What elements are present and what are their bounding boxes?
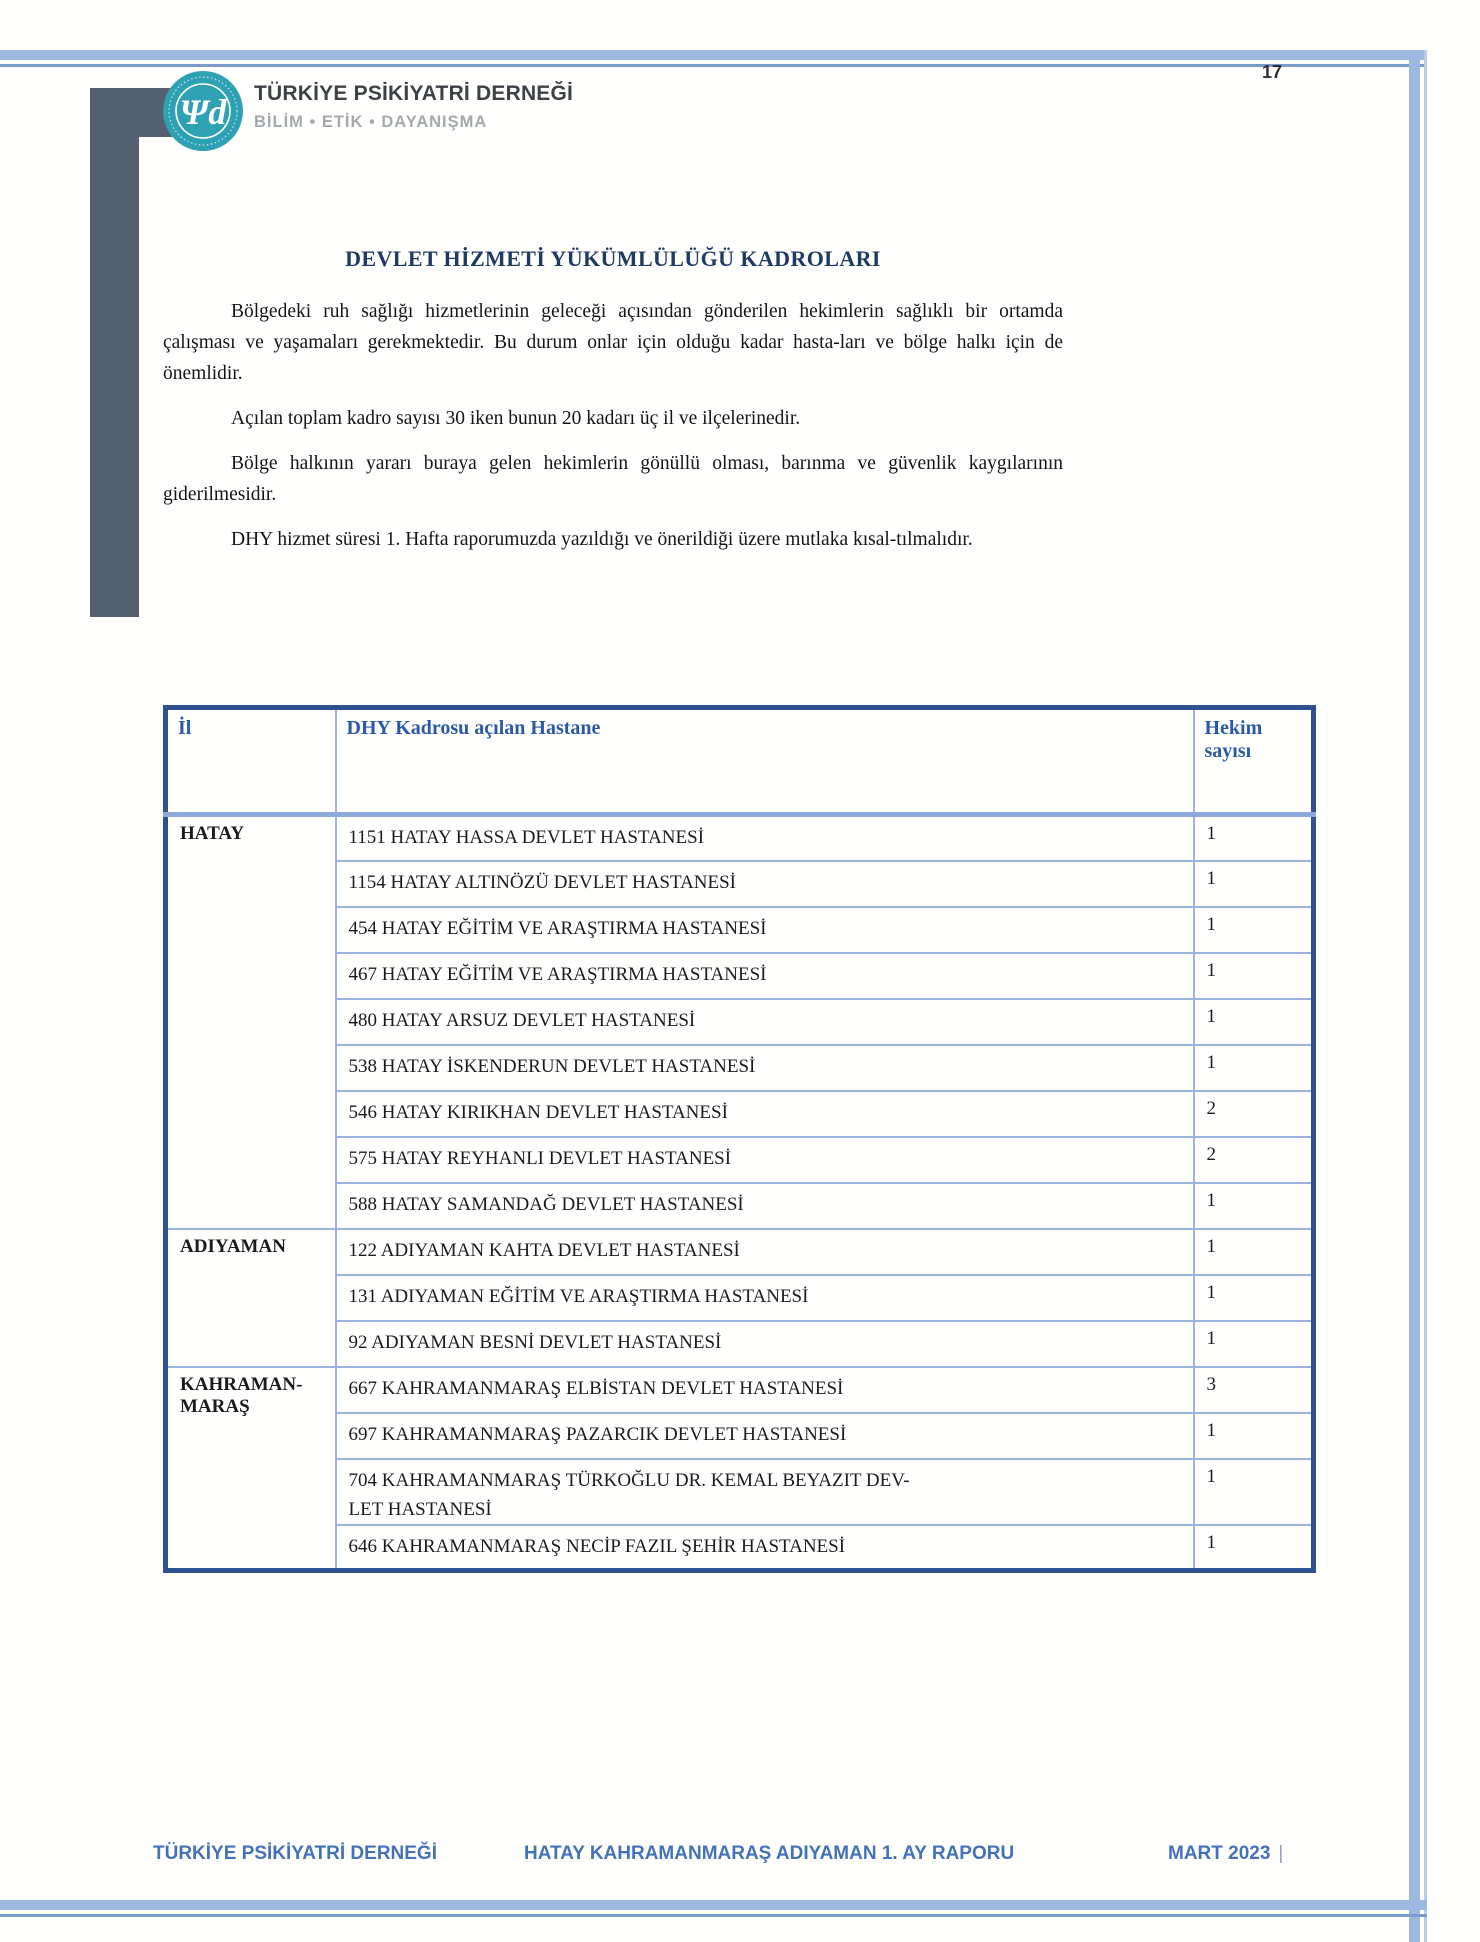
document-body	[163, 246, 1063, 569]
brand-block	[254, 82, 573, 132]
brand-title: TÜRKİYE PSİKİYATRİ DERNEĞİ	[254, 82, 574, 105]
table-row	[166, 1413, 1314, 1459]
paragraph: Bölgedeki ruh sağlığı hizmetlerinin geleceği açısından gönderilen hekimlerin sağlıklı bir ortamda çalışması ve yaşamaları gerekmektedir. Bu durum onlar için olduğu kadar hasta-ları ve bölge halkı için de önemlidir.	[163, 301, 1063, 384]
table-body	[166, 815, 1314, 1571]
il-cell: KAHRAMAN- MARAŞ	[166, 1367, 336, 1571]
table-row	[166, 815, 1314, 861]
table-row	[166, 1045, 1314, 1091]
hospital-cell: 546 HATAY KIRIKHAN DEVLET HASTANESİ	[336, 1091, 1194, 1137]
hekim-count-cell: 1	[1194, 907, 1314, 953]
paragraph: DHY hizmet süresi 1. Hafta raporumuzda yazıldığı ve önerildiği üzere mutlaka kısal-tılmalıdır.	[231, 529, 973, 550]
table-header-count: Hekim sayısı	[1194, 708, 1314, 815]
hekim-count-cell: 3	[1194, 1367, 1314, 1413]
table-row	[166, 1091, 1314, 1137]
hospital-cell: 575 HATAY REYHANLI DEVLET HASTANESİ	[336, 1137, 1194, 1183]
table-row	[166, 1321, 1314, 1367]
hekim-count-cell: 1	[1194, 953, 1314, 999]
hekim-count-cell: 1	[1194, 1229, 1314, 1275]
table-row	[166, 907, 1314, 953]
hospital-cell: 646 KAHRAMANMARAŞ NECİP FAZIL ŞEHİR HASTANESİ	[336, 1525, 1194, 1571]
footer-report-title: HATAY KAHRAMANMARAŞ ADIYAMAN 1. AY RAPORU	[524, 1843, 1015, 1864]
hospital-cell: 588 HATAY SAMANDAĞ DEVLET HASTANESİ	[336, 1183, 1194, 1229]
hekim-count-cell: 2	[1194, 1137, 1314, 1183]
table-header-hospital: DHY Kadrosu açılan Hastane	[336, 708, 1194, 815]
hekim-count-cell: 1	[1194, 999, 1314, 1045]
hekim-count-cell: 2	[1194, 1091, 1314, 1137]
hekim-count-cell: 1	[1194, 815, 1314, 861]
hospital-cell: 480 HATAY ARSUZ DEVLET HASTANESİ	[336, 999, 1194, 1045]
table-row	[166, 1137, 1314, 1183]
bottom-border-thick	[0, 1900, 1427, 1910]
paragraph: Bölge halkının yararı buraya gelen hekimlerin gönüllü olması, barınma ve güvenlik kaygılarının giderilmesidir.	[163, 453, 1063, 505]
table-row	[166, 1183, 1314, 1229]
table-row	[166, 1229, 1314, 1275]
table-row	[166, 1459, 1314, 1525]
paragraphs	[163, 296, 1063, 555]
hospital-cell: 131 ADIYAMAN EĞİTİM VE ARAŞTIRMA HASTANESİ	[336, 1275, 1194, 1321]
hekim-count-cell: 1	[1194, 861, 1314, 907]
hospital-cell: 697 KAHRAMANMARAŞ PAZARCIK DEVLET HASTANESİ	[336, 1413, 1194, 1459]
top-border-thick	[0, 50, 1427, 60]
il-cell: ADIYAMAN	[166, 1229, 336, 1367]
tpd-logo-icon	[162, 70, 244, 152]
table-row	[166, 953, 1314, 999]
hekim-count-cell: 1	[1194, 1275, 1314, 1321]
table-row	[166, 861, 1314, 907]
document-title: DEVLET HİZMETİ YÜKÜMLÜLÜĞÜ KADROLARI	[345, 246, 881, 271]
dhy-kadro-table	[163, 705, 1316, 1573]
hospital-cell: 467 HATAY EĞİTİM VE ARAŞTIRMA HASTANESİ	[336, 953, 1194, 999]
paragraph: Açılan toplam kadro sayısı 30 iken bunun 20 kadarı üç il ve ilçelerinedir.	[231, 408, 801, 429]
il-cell: HATAY	[166, 815, 336, 1229]
footer-date-text: MART 2023	[1168, 1843, 1271, 1864]
table-row	[166, 999, 1314, 1045]
bottom-border-thin	[0, 1914, 1427, 1917]
logo-glyph: Ψd	[179, 92, 227, 132]
hospital-cell: 667 KAHRAMANMARAŞ ELBİSTAN DEVLET HASTANESİ	[336, 1367, 1194, 1413]
hekim-count-cell: 1	[1194, 1459, 1314, 1525]
hekim-count-cell: 1	[1194, 1045, 1314, 1091]
footer-date	[1168, 1843, 1283, 1865]
left-accent-bar-vertical	[90, 88, 139, 617]
right-border-thin	[1424, 50, 1427, 1942]
hospital-cell: 1154 HATAY ALTINÖZÜ DEVLET HASTANESİ	[336, 861, 1194, 907]
hospital-cell: 538 HATAY İSKENDERUN DEVLET HASTANESİ	[336, 1045, 1194, 1091]
right-border-thick	[1409, 50, 1420, 1942]
hekim-count-cell: 1	[1194, 1321, 1314, 1367]
hospital-cell: 122 ADIYAMAN KAHTA DEVLET HASTANESİ	[336, 1229, 1194, 1275]
table-row	[166, 1367, 1314, 1413]
top-border-thin	[0, 64, 1427, 67]
footer-divider: |	[1278, 1843, 1284, 1864]
hospital-cell: 1151 HATAY HASSA DEVLET HASTANESİ	[336, 815, 1194, 861]
hospital-cell: 92 ADIYAMAN BESNİ DEVLET HASTANESİ	[336, 1321, 1194, 1367]
footer-org: TÜRKİYE PSİKİYATRİ DERNEĞİ	[153, 1843, 437, 1864]
hekim-count-cell: 1	[1194, 1525, 1314, 1571]
table-header-row	[166, 708, 1314, 815]
table-header-il: İl	[166, 708, 336, 815]
page-number: 17	[1262, 62, 1283, 82]
hekim-count-cell: 1	[1194, 1413, 1314, 1459]
hospital-cell: 454 HATAY EĞİTİM VE ARAŞTIRMA HASTANESİ	[336, 907, 1194, 953]
table-row	[166, 1275, 1314, 1321]
brand-tagline: BİLİM • ETİK • DAYANIŞMA	[254, 113, 488, 131]
hekim-count-cell: 1	[1194, 1183, 1314, 1229]
table-row	[166, 1525, 1314, 1571]
hospital-cell: 704 KAHRAMANMARAŞ TÜRKOĞLU DR. KEMAL BEYAZIT DEV- LET HASTANESİ	[336, 1459, 1194, 1525]
